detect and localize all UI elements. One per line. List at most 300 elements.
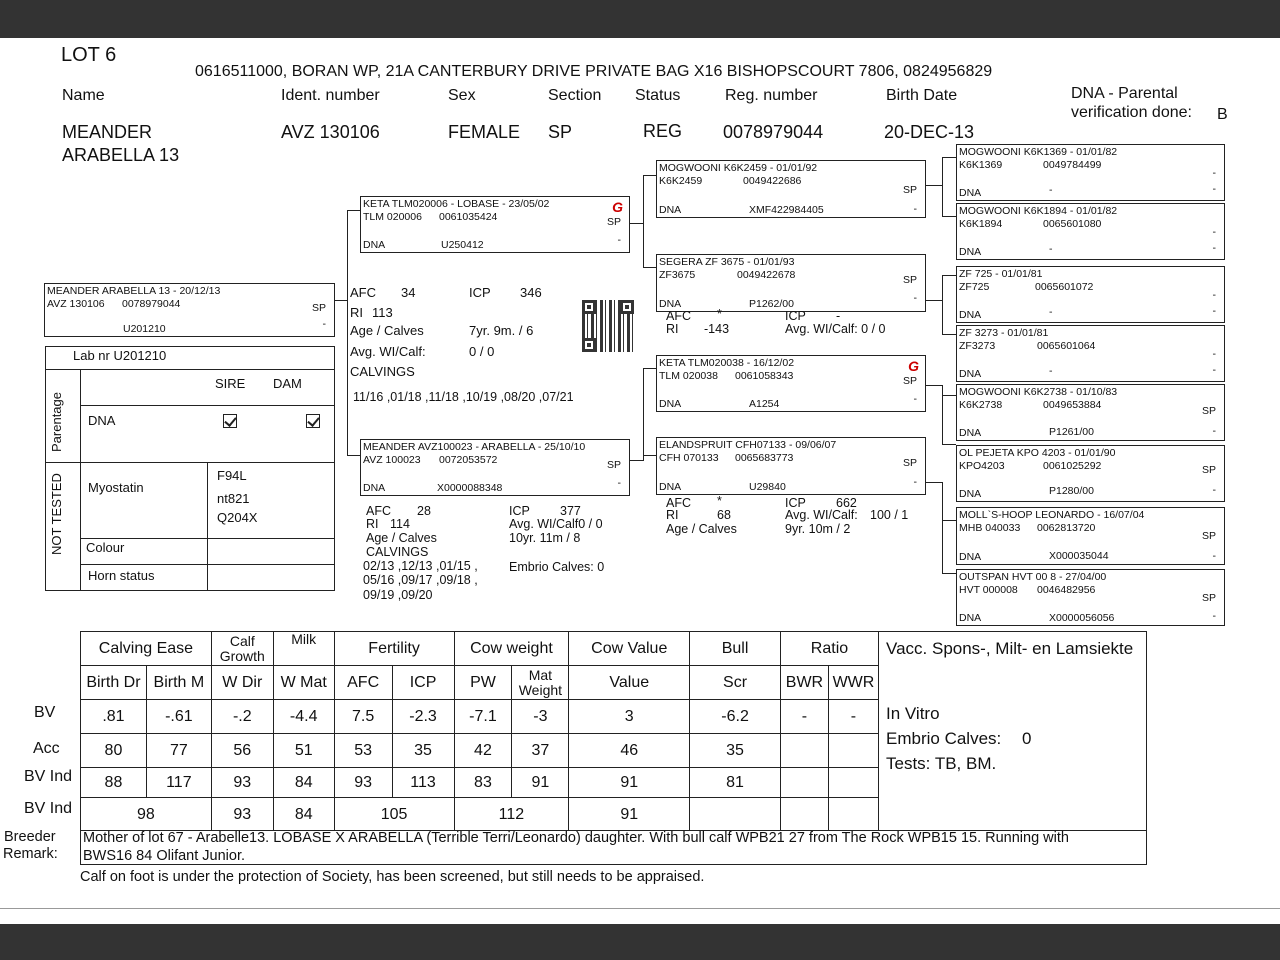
ggp-dna-label: DNA xyxy=(959,427,982,439)
ggp-dna-label: DNA xyxy=(959,309,982,321)
tests-text: Tests: TB, BM. xyxy=(886,754,997,773)
gp-title: MOGWOONI K6K2459 - 01/01/92 xyxy=(659,162,818,174)
sire-id: TLM 020006 xyxy=(363,211,422,223)
ggp-dna: - xyxy=(1049,306,1053,318)
gp2-afc-label: AFC xyxy=(666,309,691,323)
gp4-age-label: Age / Calves xyxy=(666,522,737,536)
connector xyxy=(942,157,943,217)
divider xyxy=(80,369,81,591)
pedigree-ggp-box xyxy=(956,507,1225,565)
gp-id: TLM 020038 xyxy=(659,370,718,382)
col-scr: Scr xyxy=(690,666,781,700)
dam-dna-checkbox xyxy=(306,414,320,428)
dam-dna-label: DNA xyxy=(363,482,386,494)
dam-ri-label: RI xyxy=(366,517,379,531)
embrio-calves-label: Embrio Calves: xyxy=(886,729,1002,748)
self-calvings-label: CALVINGS xyxy=(350,364,415,379)
remark-label-1: Breeder xyxy=(4,829,56,845)
gp-dna-label: DNA xyxy=(659,481,682,493)
bvind2-empty xyxy=(690,798,781,832)
embrio-calves-value: 0 xyxy=(1022,729,1032,748)
gp-dash: - xyxy=(913,393,917,405)
dam-embrio: Embrio Calves: 0 xyxy=(509,560,605,574)
sire-dash: - xyxy=(617,234,621,246)
lab-number: Lab nr U201210 xyxy=(73,348,167,363)
group-cow-value: Cow Value xyxy=(569,632,690,666)
bvind2-milk: 84 xyxy=(273,798,334,832)
group-calf-growth: Calf Growth xyxy=(211,632,273,666)
ggp-reg: 0049653884 xyxy=(1043,399,1102,411)
hdr-dna-val: B xyxy=(1217,106,1228,123)
group-calving-ease: Calving Ease xyxy=(81,632,212,666)
ggp-id: KPO4203 xyxy=(959,460,1005,472)
self-age: 7yr. 9m. / 6 xyxy=(469,323,534,338)
pedigree-ggp-box xyxy=(956,266,1225,323)
connector xyxy=(942,482,943,574)
sire-dna-checkbox xyxy=(223,414,237,428)
group-fertility: Fertility xyxy=(334,632,454,666)
divider xyxy=(45,462,335,463)
gp2-ri-label: RI xyxy=(666,322,679,336)
ggp-dash: - xyxy=(1212,364,1216,376)
myostatin-label: Myostatin xyxy=(88,480,144,495)
gp2-icp: - xyxy=(836,309,841,323)
owner-info: 0616511000, BORAN WP, 21A CANTERBURY DRIVE PRIVATE BAG X16 BISHOPSCOURT 7806, 0824956829 xyxy=(195,63,993,80)
ggp-id: ZF725 xyxy=(959,281,990,293)
self-icp: 346 xyxy=(520,285,542,300)
connector xyxy=(926,482,942,483)
acc-cell xyxy=(828,734,878,768)
remark-text-1: Mother of lot 67 - Arabelle13. LOBASE X ARABELLA (Terrible Terri/Leonardo) daughter. With bull calf WPB21 27 from The Rock WPB15 15. Running with xyxy=(83,830,1069,846)
ggp-dash: - xyxy=(1212,242,1216,254)
remark-label-2: Remark: xyxy=(3,846,58,862)
ggp-sp: SP xyxy=(1201,530,1216,542)
gp2-ri: -143 xyxy=(704,322,730,336)
ggp-sp: SP xyxy=(1201,405,1216,417)
bvind2-empty xyxy=(828,798,878,832)
dna-row-label: DNA xyxy=(88,413,116,428)
gp2-afc: * xyxy=(717,307,722,321)
bv-cell: -4.4 xyxy=(273,700,334,734)
sire-reg: 0061035424 xyxy=(439,211,498,223)
connector xyxy=(347,455,360,456)
dam-age: 10yr. 11m / 8 xyxy=(509,531,581,545)
dam-icp-label: ICP xyxy=(509,504,530,518)
dam-id: AVZ 100023 xyxy=(363,454,421,466)
gp-title: KETA TLM020038 - 16/12/02 xyxy=(659,357,795,369)
hdr-name: Name xyxy=(62,87,105,104)
acc-cell: 42 xyxy=(454,734,512,768)
hdr-birth: Birth Date xyxy=(886,87,958,104)
gp-reg: 0061058343 xyxy=(735,370,794,382)
ggp-id: MHB 040033 xyxy=(959,522,1021,534)
self-wi-label: Avg. WI/Calf: xyxy=(350,344,426,359)
self-wi: 0 / 0 xyxy=(469,344,495,359)
self-afc-label: AFC xyxy=(350,285,376,300)
gp4-afc: * xyxy=(717,494,722,508)
gp-title: ELANDSPRUIT CFH07133 - 09/06/07 xyxy=(659,439,837,451)
col-icp: ICP xyxy=(392,666,454,700)
dam-icp: 377 xyxy=(560,504,581,518)
self-icp-label: ICP xyxy=(469,285,491,300)
bv-cell: 3 xyxy=(569,700,690,734)
divider xyxy=(80,405,335,406)
hdr-dna2: verification done: xyxy=(1071,104,1192,121)
pedigree-ggp-box xyxy=(956,325,1225,382)
dam-title: MEANDER AVZ100023 - ARABELLA - 25/10/10 xyxy=(363,441,586,453)
myostatin-nt821: nt821 xyxy=(217,491,250,506)
ggp-dna: - xyxy=(1049,184,1053,196)
dam-ri: 114 xyxy=(390,517,410,531)
gp-sp: SP xyxy=(902,457,917,469)
ggp-dash: - xyxy=(1212,610,1216,622)
group-bull: Bull xyxy=(690,632,781,666)
pedigree-gp-box xyxy=(656,437,926,495)
dam-calvings-3: 09/19 ,09/20 xyxy=(363,588,433,602)
ggp-reg: 0046482956 xyxy=(1037,584,1096,596)
bvind-cell: 93 xyxy=(211,768,273,798)
remark-text-2: BWS16 84 Olifant Junior. xyxy=(83,848,245,864)
gp4-ri-label: RI xyxy=(666,508,679,522)
colour-label: Colour xyxy=(86,540,125,555)
self-afc: 34 xyxy=(401,285,416,300)
gp-sp: SP xyxy=(902,184,917,196)
gp4-icp: 662 xyxy=(836,496,857,510)
gp4-wi: 100 / 1 xyxy=(870,508,909,522)
gp4-age: 9yr. 10m / 2 xyxy=(785,522,851,536)
sire-title: KETA TLM020006 - LOBASE - 23/05/02 xyxy=(363,198,550,210)
gp4-ri: 68 xyxy=(717,508,731,522)
gp-id: ZF3675 xyxy=(659,269,696,281)
bv-cell: -2.3 xyxy=(392,700,454,734)
ggp-title: MOGWOONI K6K1894 - 01/01/82 xyxy=(959,205,1118,217)
connector xyxy=(926,185,942,186)
ggp-id: K6K2738 xyxy=(959,399,1003,411)
bvind-cell xyxy=(780,768,828,798)
acc-cell: 77 xyxy=(146,734,211,768)
self-id: AVZ 130106 xyxy=(47,298,105,310)
hdr-reg: Reg. number xyxy=(725,87,818,104)
gp-reg: 0049422686 xyxy=(743,175,802,187)
ggp-dna: X000035044 xyxy=(1049,550,1109,562)
gp-dna: A1254 xyxy=(749,398,780,410)
hdr-status: Status xyxy=(635,87,681,104)
group-ratio: Ratio xyxy=(780,632,878,666)
animal-reg: 0078979044 xyxy=(723,122,824,142)
connector xyxy=(942,385,943,445)
pedigree-sire-box xyxy=(360,196,630,253)
bv-cell: - xyxy=(828,700,878,734)
bvind-cell: 88 xyxy=(81,768,147,798)
ggp-dna-label: DNA xyxy=(959,488,982,500)
self-ri: 113 xyxy=(372,305,393,320)
bv-cell: - xyxy=(780,700,828,734)
connector xyxy=(942,444,956,445)
self-ri-label: RI xyxy=(350,305,363,320)
ggp-id: HVT 000008 xyxy=(959,584,1018,596)
bvind-cell: 113 xyxy=(392,768,454,798)
animal-birth: 20-DEC-13 xyxy=(884,122,975,142)
col-birth-m: Birth M xyxy=(146,666,211,700)
self-dash: - xyxy=(322,318,326,330)
ggp-id: K6K1894 xyxy=(959,218,1003,230)
ggp-dna: P1280/00 xyxy=(1049,485,1094,497)
pedigree-ggp-box xyxy=(956,569,1225,626)
connector xyxy=(942,275,956,276)
ggp-dna-label: DNA xyxy=(959,246,982,258)
dam-reg: 0072053572 xyxy=(439,454,498,466)
pedigree-gp-box xyxy=(656,254,926,312)
pedigree-ggp-box xyxy=(956,203,1225,260)
hdr-sex: Sex xyxy=(448,87,476,104)
connector xyxy=(643,267,657,268)
connector xyxy=(630,460,643,461)
ggp-dna: X0000056056 xyxy=(1049,612,1115,624)
bv-cell: -.61 xyxy=(146,700,211,734)
pedigree-gp-box xyxy=(656,355,926,412)
dam-afc-label: AFC xyxy=(366,504,391,518)
not-tested-label: NOT TESTED xyxy=(49,473,64,555)
animal-status: REG xyxy=(643,121,683,141)
connector xyxy=(347,210,348,456)
ggp-dash: - xyxy=(1212,305,1216,317)
connector xyxy=(942,520,956,521)
row-label-acc: Acc xyxy=(33,740,60,757)
col-birth-dr: Birth Dr xyxy=(81,666,147,700)
parentage-label: Parentage xyxy=(49,392,64,452)
gp-dna: XMF422984405 xyxy=(749,204,824,216)
dam-calvings-2: 05/16 ,09/17 ,09/18 , xyxy=(363,573,478,587)
gp4-wi-label: Avg. WI/Calf: xyxy=(785,508,858,522)
myostatin-f94l: F94L xyxy=(217,468,247,483)
bv-cell: -3 xyxy=(512,700,569,734)
ggp-dna: - xyxy=(1049,243,1053,255)
acc-cell: 35 xyxy=(392,734,454,768)
gp-id: CFH 070133 xyxy=(659,452,719,464)
ggp-sp: SP xyxy=(1201,464,1216,476)
connector xyxy=(335,300,347,301)
pedigree-dam-box xyxy=(360,439,630,496)
gp2-icp-label: ICP xyxy=(785,309,806,323)
gp-id: K6K2459 xyxy=(659,175,703,187)
gp-reg: 0065683773 xyxy=(735,452,794,464)
sire-dna: U250412 xyxy=(441,239,484,251)
connector xyxy=(643,368,644,461)
bvind2-calving-ease: 98 xyxy=(81,798,212,832)
self-lab: U201210 xyxy=(123,323,166,335)
connector xyxy=(942,157,956,158)
footer-note: Calf on foot is under the protection of Society, has been screened, but still needs to be appraised. xyxy=(80,869,705,885)
ggp-dna-label: DNA xyxy=(959,551,982,563)
dam-sp: SP xyxy=(606,459,621,471)
divider xyxy=(207,462,208,591)
animal-ident: AVZ 130106 xyxy=(281,122,380,142)
group-milk: Milk xyxy=(273,632,334,666)
qr-code-icon xyxy=(582,300,634,352)
ggp-reg: 0065601072 xyxy=(1035,281,1094,293)
bvind-cell xyxy=(828,768,878,798)
ggp-dash: - xyxy=(1212,348,1216,360)
acc-cell: 35 xyxy=(690,734,781,768)
col-afc: AFC xyxy=(334,666,392,700)
gp2-wi: Avg. WI/Calf: 0 / 0 xyxy=(785,322,886,336)
dam-dash: - xyxy=(617,477,621,489)
bvind-cell: 91 xyxy=(512,768,569,798)
horn-status-label: Horn status xyxy=(88,568,155,583)
ggp-title: OL PEJETA KPO 4203 - 01/01/90 xyxy=(959,447,1116,459)
dam-age-label: Age / Calves xyxy=(366,531,437,545)
bvind2-cow-weight: 112 xyxy=(454,798,569,832)
dam-calvings-1: 02/13 ,12/13 ,01/15 , xyxy=(363,559,478,573)
pedigree-self-box xyxy=(44,283,335,337)
bvind2-fertility: 105 xyxy=(334,798,454,832)
bv-cell: 7.5 xyxy=(334,700,392,734)
bvind2-calf-growth: 93 xyxy=(211,798,273,832)
ggp-dash: - xyxy=(1212,167,1216,179)
hdr-ident: Ident. number xyxy=(281,87,380,104)
gp-dna-label: DNA xyxy=(659,204,682,216)
pedigree-ggp-box xyxy=(956,144,1225,201)
breeding-values-table xyxy=(80,631,879,832)
bv-cell: -.2 xyxy=(211,700,273,734)
bvind-cell: 83 xyxy=(454,768,512,798)
connector xyxy=(942,275,943,335)
animal-section: SP xyxy=(548,122,573,142)
vaccination-text: Vacc. Spons-, Milt- en Lamsiekte xyxy=(886,639,1134,658)
ggp-title: MOGWOONI K6K2738 - 01/10/83 xyxy=(959,386,1118,398)
connector xyxy=(942,334,956,335)
ggp-dash: - xyxy=(1212,289,1216,301)
bvind-cell: 81 xyxy=(690,768,781,798)
gp-reg: 0049422678 xyxy=(737,269,796,281)
connector xyxy=(942,395,956,396)
bvind2-empty xyxy=(780,798,828,832)
ggp-dna: P1261/00 xyxy=(1049,426,1094,438)
myostatin-q204x: Q204X xyxy=(217,510,258,525)
connector xyxy=(643,455,657,456)
gp-sp: SP xyxy=(902,375,917,387)
pedigree-ggp-box xyxy=(956,445,1225,502)
bv-cell: -7.1 xyxy=(454,700,512,734)
dam-dna: X0000088348 xyxy=(437,482,503,494)
dam-calvings-label: CALVINGS xyxy=(366,545,429,559)
gp4-icp-label: ICP xyxy=(785,496,806,510)
bottom-bar xyxy=(0,924,1280,960)
bvind-cell: 84 xyxy=(273,768,334,798)
ggp-reg: 0065601080 xyxy=(1043,218,1102,230)
animal-name-1: MEANDER xyxy=(62,122,153,142)
ggp-title: ZF 3273 - 01/01/81 xyxy=(959,327,1049,339)
acc-cell: 80 xyxy=(81,734,147,768)
connector xyxy=(643,175,644,268)
bottom-rule xyxy=(0,908,1280,909)
bv-cell: .81 xyxy=(81,700,147,734)
row-label-bv-ind: BV Ind xyxy=(24,768,73,785)
gp-dash: - xyxy=(913,476,917,488)
col-w-dir: W Dir xyxy=(211,666,273,700)
bvind-cell: 91 xyxy=(569,768,690,798)
connector xyxy=(643,368,657,369)
society-logo-icon: G xyxy=(908,358,919,374)
hdr-dna1: DNA - Parental xyxy=(1071,85,1178,102)
col-wwr: WWR xyxy=(828,666,878,700)
self-sp: SP xyxy=(311,302,326,314)
bvind-cell: 93 xyxy=(334,768,392,798)
bv-cell: -6.2 xyxy=(690,700,781,734)
gp-dna: P1262/00 xyxy=(749,298,794,310)
bvind-cell: 117 xyxy=(146,768,211,798)
dam-afc: 28 xyxy=(417,504,431,518)
ggp-reg: 0065601064 xyxy=(1037,340,1096,352)
dam-col-label: DAM xyxy=(273,376,302,391)
connector xyxy=(630,223,643,224)
acc-cell: 37 xyxy=(512,734,569,768)
acc-cell xyxy=(780,734,828,768)
connector xyxy=(643,175,657,176)
in-vitro-label: In Vitro xyxy=(886,704,940,723)
gp-sp: SP xyxy=(902,274,917,286)
self-age-label: Age / Calves xyxy=(350,323,424,338)
col-pw: PW xyxy=(454,666,512,700)
ggp-sp: SP xyxy=(1201,592,1216,604)
ggp-dna: - xyxy=(1049,365,1053,377)
acc-cell: 51 xyxy=(273,734,334,768)
ggp-reg: 0049784499 xyxy=(1043,159,1102,171)
row-label-bv: BV xyxy=(34,704,56,721)
sire-sp: SP xyxy=(606,216,621,228)
pedigree-ggp-box xyxy=(956,384,1225,441)
ggp-title: MOLL`S-HOOP LEONARDO - 16/07/04 xyxy=(959,509,1145,521)
ggp-dash: - xyxy=(1212,183,1216,195)
col-mat-weight: Mat Weight xyxy=(512,666,569,700)
ggp-dna-label: DNA xyxy=(959,368,982,380)
acc-cell: 46 xyxy=(569,734,690,768)
ggp-id: ZF3273 xyxy=(959,340,996,352)
animal-sex: FEMALE xyxy=(448,122,521,142)
top-bar xyxy=(0,0,1280,38)
self-calvings: 11/16 ,01/18 ,11/18 ,10/19 ,08/20 ,07/21 xyxy=(353,390,574,404)
acc-cell: 53 xyxy=(334,734,392,768)
bvind2-cow-value: 91 xyxy=(569,798,690,832)
connector xyxy=(942,573,956,574)
gp-dna-label: DNA xyxy=(659,398,682,410)
ggp-dash: - xyxy=(1212,550,1216,562)
society-logo-icon: G xyxy=(612,199,623,215)
ggp-reg: 0061025292 xyxy=(1043,460,1102,472)
connector xyxy=(347,210,360,211)
pedigree-gp-box xyxy=(656,160,926,218)
gp-dash: - xyxy=(913,203,917,215)
gp4-afc-label: AFC xyxy=(666,496,691,510)
sire-dna-label: DNA xyxy=(363,239,386,251)
dam-wi: Avg. WI/Calf0 / 0 xyxy=(509,517,603,531)
ggp-title: MOGWOONI K6K1369 - 01/01/82 xyxy=(959,146,1118,158)
divider xyxy=(45,369,335,370)
col-value: Value xyxy=(569,666,690,700)
self-title: MEANDER ARABELLA 13 - 20/12/13 xyxy=(47,285,221,297)
gp-title: SEGERA ZF 3675 - 01/01/93 xyxy=(659,256,795,268)
animal-name-2: ARABELLA 13 xyxy=(62,145,180,165)
ggp-dna-label: DNA xyxy=(959,187,982,199)
col-w-mat: W Mat xyxy=(273,666,334,700)
ggp-title: ZF 725 - 01/01/81 xyxy=(959,268,1043,280)
lot-number: LOT 6 xyxy=(61,44,117,66)
ggp-dash: - xyxy=(1212,484,1216,496)
ggp-dash: - xyxy=(1212,425,1216,437)
group-cow-weight: Cow weight xyxy=(454,632,569,666)
ggp-dash: - xyxy=(1212,226,1216,238)
ggp-dna-label: DNA xyxy=(959,612,982,624)
